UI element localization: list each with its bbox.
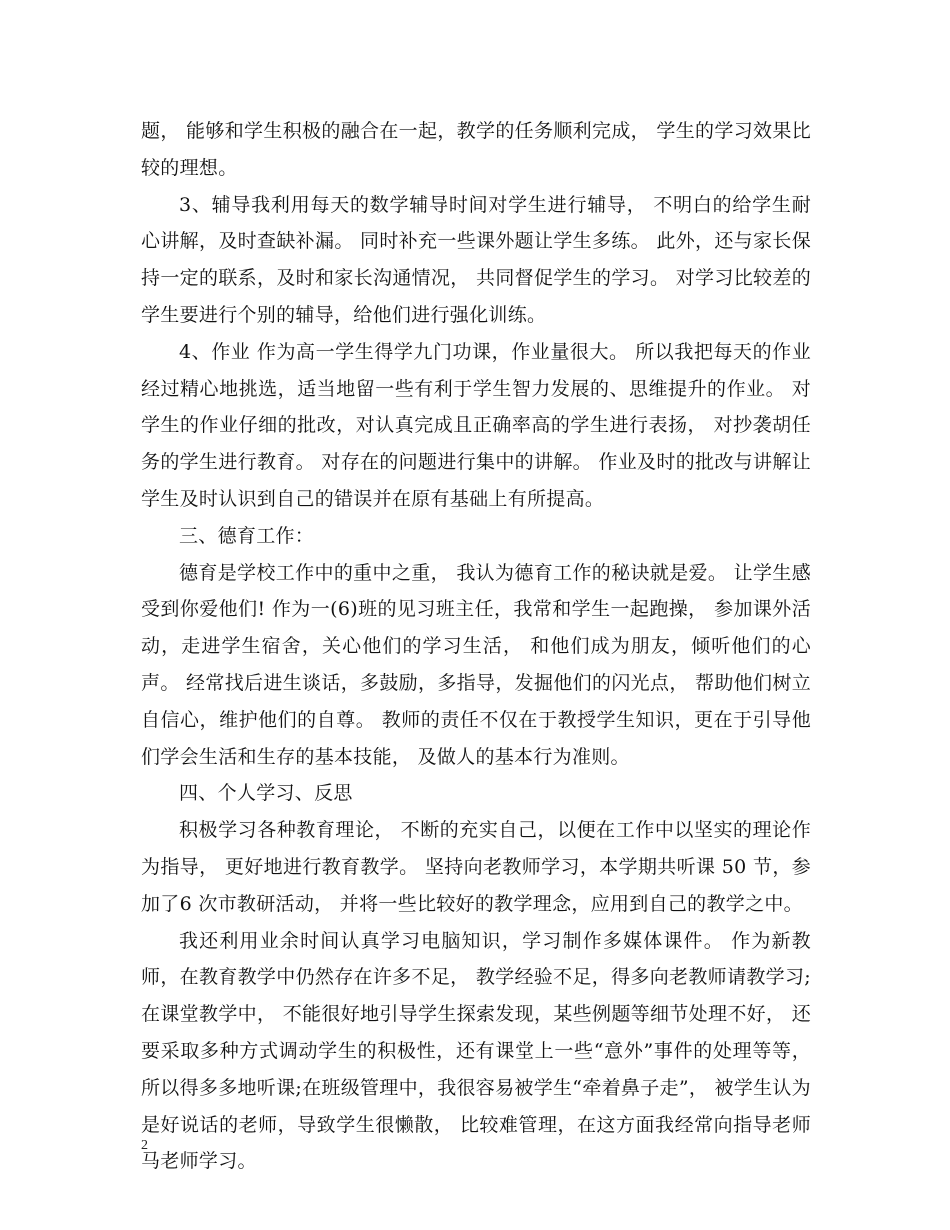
paragraph-personal-study: 积极学习各种教育理论， 不断的充实自己，以便在工作中以坚实的理论作为指导， 更好地进行教育教学。 坚持向老教师学习，本学期共听课 50 节，参加了6 次市教研活动， 并将一些比较好的教学理念，应用到自己的教学之中。 [141,819,811,915]
paragraph-continuation: 题， 能够和学生积极的融合在一起，教学的任务顺利完成， 学生的学习效果比较的理想。 [141,120,811,179]
section-heading-moral-education: 三、德育工作： [179,524,315,547]
paragraph-reflection: 我还利用业余时间认真学习电脑知识，学习制作多媒体课件。 作为新教师，在教育教学中仍然存在许多不足， 教学经验不足，得多向老教师请教学习;在课堂教学中， 不能很好地引导学生探索发现，某些例题等细节处理不好， 还要采取多种方式调动学生的积极性，还有课堂上一些“意外”事件的处理等等， 所以得多多地听课;在班级管理中，我很容易被学生“牵着鼻子走”， 被学生认为是好说话的老师，导致学生很懒散， 比较难管理，在这方面我经常向指导老师马老师学习。 [141,929,811,1173]
paragraph-moral-education: 德育是学校工作中的重中之重， 我认为德育工作的秘诀就是爱。 让学生感受到你爱他们! 作为一(6)班的见习班主任，我常和学生一起跑操， 参加课外活动，走进学生宿舍，关心他们的学习生活， 和他们成为朋友，倾听他们的心声。 经常找后进生谈话，多鼓励，多指导，发掘他们的闪光点， 帮助他们树立自信心，维护他们的自尊。 教师的责任不仅在于教授学生知识，更在于引导他们学会生活和生存的基本技能， 及做人的基本行为准则。 [141,561,811,768]
document-body [141,113,811,1180]
paragraph-homework: 4、作业 作为高一学生得学九门功课，作业量很大。 所以我把每天的作业经过精心地挑选，适当地留一些有利于学生智力发展的、思维提升的作业。 对学生的作业仔细的批改，对认真完成且正确率高的学生进行表扬， 对抄袭胡任务的学生进行教育。 对存在的问题进行集中的讲解。 作业及时的批改与讲解让学生及时认识到自己的错误并在原有基础上有所提高。 [141,340,811,510]
paragraph-tutoring: 3、辅导我利用每天的数学辅导时间对学生进行辅导， 不明白的给学生耐心讲解，及时查缺补漏。 同时补充一些课外题让学生多练。 此外，还与家长保持一定的联系，及时和家长沟通情况， 共同督促学生的学习。 对学习比较差的学生要进行个别的辅导，给他们进行强化训练。 [141,193,811,326]
section-heading-personal-study: 四、个人学习、反思 [179,782,353,805]
page-number: 2 [141,1138,148,1153]
